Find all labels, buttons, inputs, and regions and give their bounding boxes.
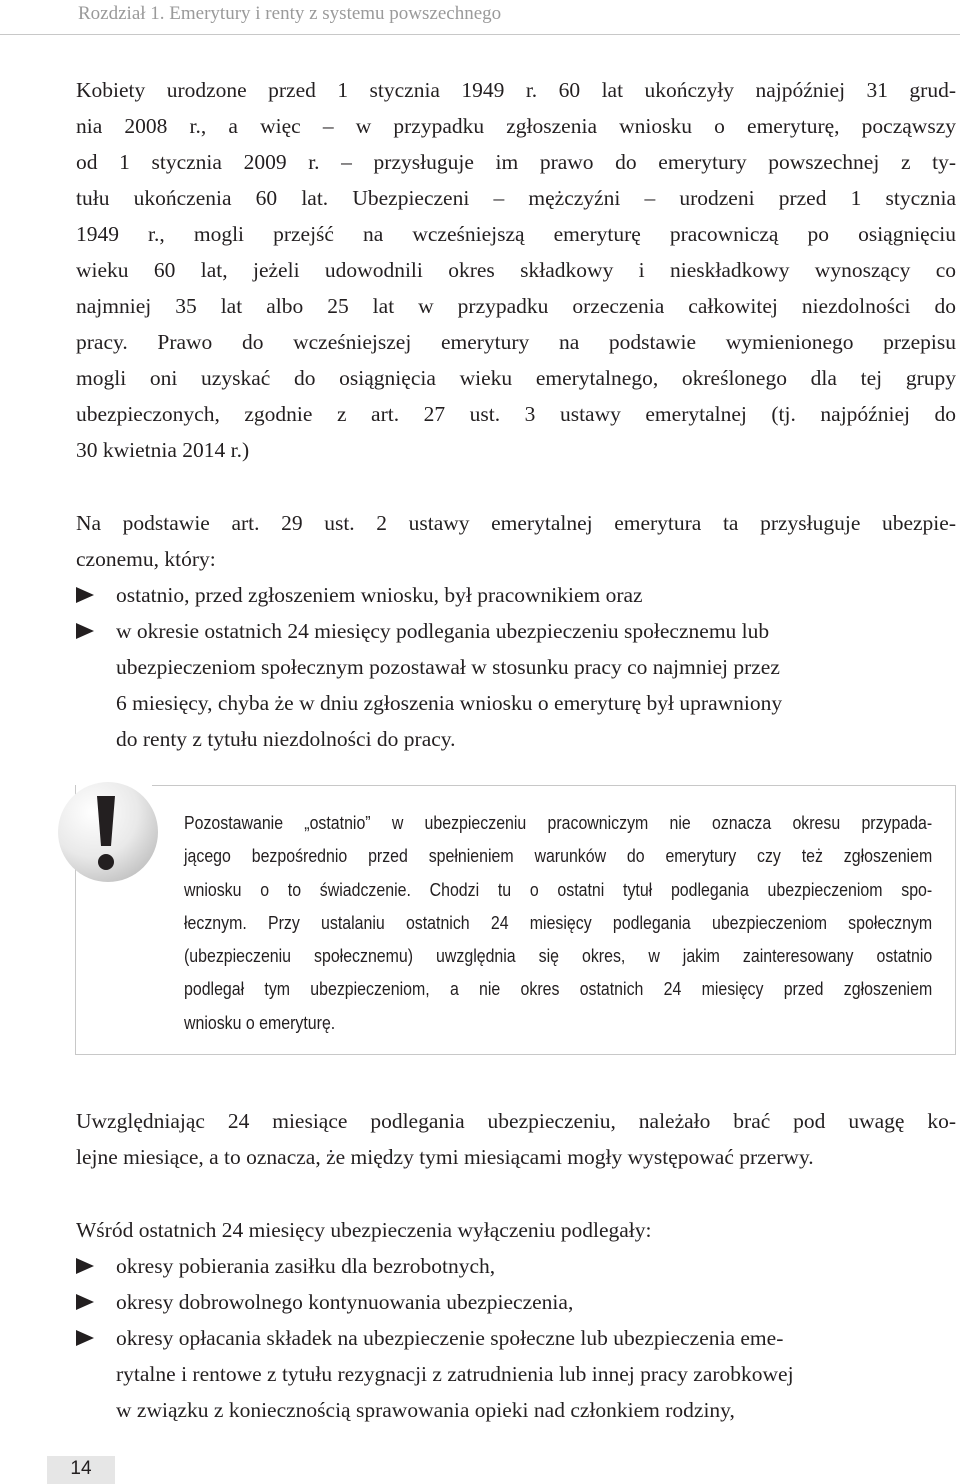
text-line: Kobiety urodzone przed 1 stycznia 1949 r. 60 lat ukończyły najpóźniej 31 grud-: [76, 78, 956, 102]
text-line: wniosku o emeryturę.: [184, 1011, 336, 1033]
text-line: do renty z tytułu niezdolności do pracy.: [116, 727, 456, 751]
exclusions-list: [76, 1248, 956, 1428]
text-line: rytalne i rentowe z tytułu rezygnacji z zatrudnienia lub innej pracy zarobkowej: [116, 1362, 794, 1386]
triangle-bullet-icon: [76, 1294, 94, 1310]
list-item: [76, 1320, 956, 1428]
text-line: lejne miesiące, a to oznacza, że między tymi miesiącami mogły występować przerwy.: [76, 1145, 814, 1169]
text-line: łecznym. Przy ustalaniu ostatnich 24 miesięcy podlegania ubezpieczeniom społecznym: [184, 911, 933, 933]
page-number-box: [47, 1456, 115, 1484]
text-line: (ubezpieczeniu społecznemu) uwzględnia się okres, w jakim zainteresowany ostatnio: [184, 945, 933, 967]
notice-box-top-border: [152, 785, 956, 786]
triangle-bullet-icon: [76, 1258, 94, 1274]
text-line: Na podstawie art. 29 ust. 2 ustawy emerytalnej emerytura ta przysługuje ubezpie-: [76, 511, 956, 535]
text-line: okresy opłacania składek na ubezpieczenie społeczne lub ubezpieczenia eme-: [116, 1326, 784, 1350]
text-line: najmniej 35 lat albo 25 lat w przypadku orzeczenia całkowitej niezdolności do: [76, 294, 956, 318]
text-line: 1949 r., mogli przejść na wcześniejszą emeryturę pracowniczą po osiągnięciu: [76, 222, 956, 246]
text-line: czonemu, który:: [76, 547, 216, 571]
list-item: [76, 1284, 956, 1320]
text-line: w związku z koniecznością sprawowania opieki nad członkiem rodziny,: [116, 1398, 735, 1422]
list-item: [76, 613, 956, 757]
paragraph-24-months: [76, 1103, 956, 1175]
text-line: ostatnio, przed zgłoszeniem wniosku, był pracownikiem oraz: [116, 583, 643, 607]
triangle-bullet-icon: [76, 623, 94, 639]
text-line: podlegał tym ubezpieczeniom, a nie okres ostatnich 24 miesięcy przed zgłoszeniem: [184, 978, 933, 1000]
text-line: okresy pobierania zasiłku dla bezrobotnych,: [116, 1254, 496, 1278]
header-divider: [0, 34, 960, 35]
list-item: [76, 577, 956, 613]
text-line: w okresie ostatnich 24 miesięcy podlegania ubezpieczeniu społecznemu lub: [116, 619, 770, 643]
text-line: ubezpieczeniom społecznym pozostawał w stosunku pracy co najmniej przez: [116, 655, 780, 679]
exclamation-icon: [56, 780, 166, 890]
text-line: mogli oni uzyskać do osiągnięcia wieku emerytalnego, określonego dla tej grupy: [76, 366, 956, 390]
text-line: Uwzględniając 24 miesiące podlegania ubezpieczeniu, należało brać pod uwagę ko-: [76, 1109, 956, 1133]
page-number: 14: [70, 1458, 92, 1479]
text-line: jącego bezpośrednio przed spełnieniem warunków do emerytury czy też zgłoszeniem: [184, 845, 933, 867]
notice-text: [184, 806, 933, 1039]
text-line: okresy dobrowolnego kontynuowania ubezpieczenia,: [116, 1290, 574, 1314]
text-line: wieku 60 lat, jeżeli udowodnili okres składkowy i nieskładkowy wynoszący co: [76, 258, 956, 282]
text-line: Wśród ostatnich 24 miesięcy ubezpieczenia wyłączeniu podlegały:: [76, 1218, 652, 1242]
text-line: tułu ukończenia 60 lat. Ubezpieczeni – mężczyźni – urodzeni przed 1 stycznia: [76, 186, 956, 210]
list-item: [76, 1248, 956, 1284]
text-line: nia 2008 r., a więc – w przypadku zgłoszenia wniosku o emeryturę, począwszy: [76, 114, 956, 138]
paragraph-retirement-age: [76, 72, 956, 468]
paragraph-art-29: [76, 505, 956, 577]
triangle-bullet-icon: [76, 587, 94, 603]
text-line: ubezpieczonych, zgodnie z art. 27 ust. 3 ustawy emerytalnej (tj. najpóźniej do: [76, 402, 956, 426]
text-line: Pozostawanie „ostatnio” w ubezpieczeniu pracowniczym nie oznacza okresu przypada-: [184, 812, 933, 833]
triangle-bullet-icon: [76, 1330, 94, 1346]
text-line: 6 miesięcy, chyba że w dniu zgłoszenia wniosku o emeryturę był uprawniony: [116, 691, 783, 715]
text-line: od 1 stycznia 2009 r. – przysługuje im prawo do emerytury powszechnej z ty-: [76, 150, 956, 174]
paragraph-exclusions: [76, 1212, 956, 1248]
conditions-list: [76, 577, 956, 757]
running-head: Rozdział 1. Emerytury i renty z systemu powszechnego: [78, 3, 502, 24]
text-line: 30 kwietnia 2014 r.): [76, 438, 250, 462]
text-line: wniosku o to świadczenie. Chodzi tu o ostatni tytuł podlegania ubezpieczeniom spo-: [184, 878, 933, 900]
text-line: pracy. Prawo do wcześniejszej emerytury na podstawie wymienionego przepisu: [76, 330, 956, 354]
